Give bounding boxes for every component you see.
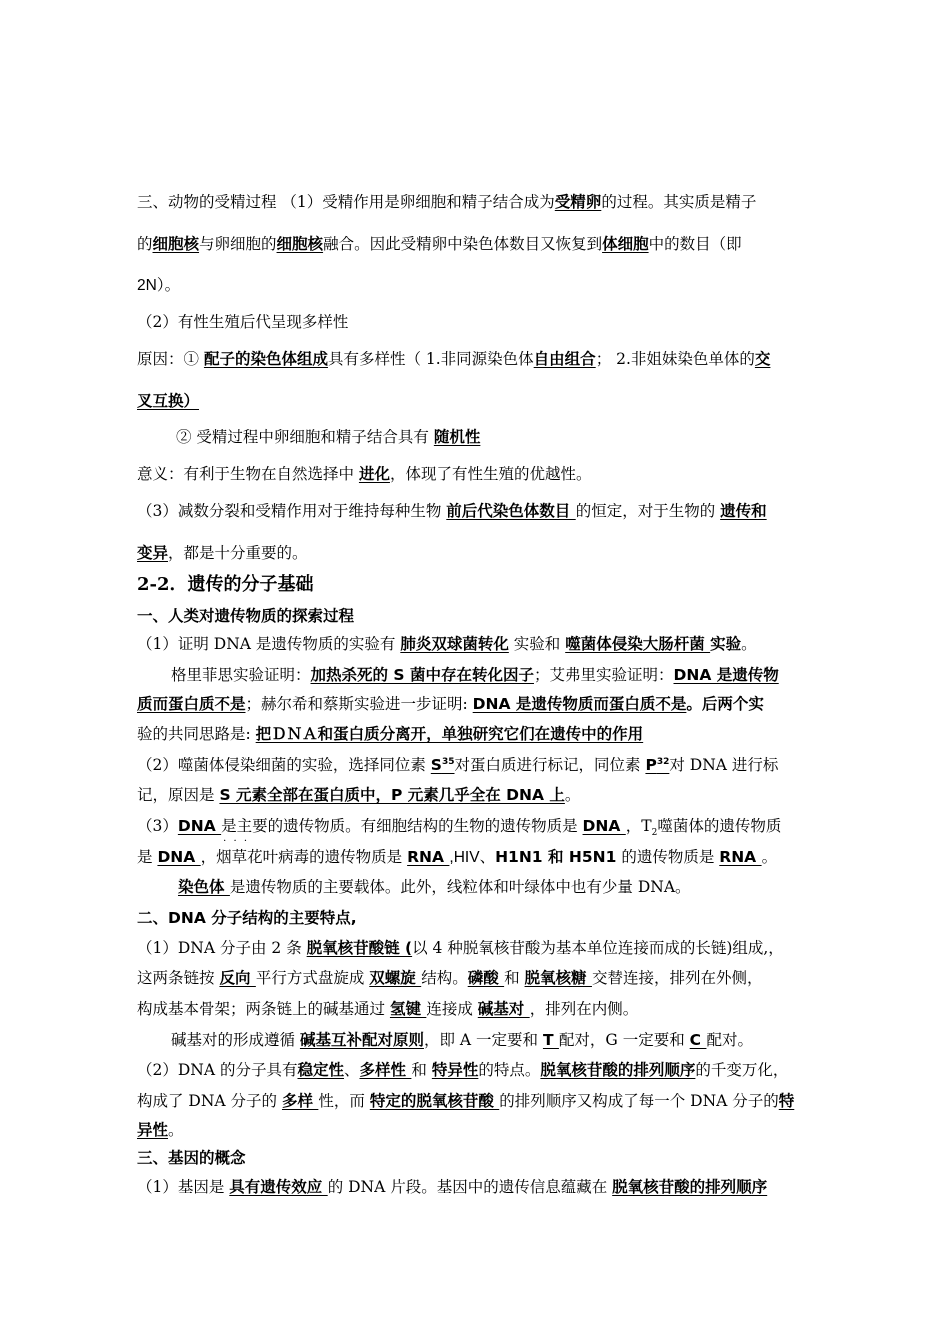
text: ② 受精过程中卵细胞和精子结合具有: [176, 428, 434, 446]
blank-answer: 多样: [281, 1092, 319, 1110]
blank-answer: 特: [778, 1092, 795, 1110]
blank-answer: 进化: [358, 465, 390, 483]
text: 对蛋白质进行标记，同位素: [454, 756, 646, 774]
section-title: 2-2．遗传的分子基础: [137, 574, 314, 595]
text: 的过程。其实质是精子: [601, 193, 757, 211]
text: 配对。: [706, 1031, 753, 1049]
text: 构成基本骨架；两条链上的碱基通过: [137, 1000, 390, 1018]
blank-answer: 特异性: [431, 1061, 479, 1079]
paragraph-phage-1: [137, 754, 827, 776]
text: 意义：有利于生物在自然选择中: [137, 465, 359, 483]
text: ；艾弗里实验证明：: [533, 666, 674, 684]
blank-answer: 磷酸: [467, 969, 505, 987]
blank-answer: 肺炎双球菌转化: [400, 635, 509, 653]
text: 是: [137, 848, 158, 866]
paragraph-main-material-2: [137, 846, 827, 869]
isotope-symbol: S: [430, 756, 442, 774]
text: 平行方式盘旋成: [255, 969, 370, 987]
subsection-title: 一、人类对遗传物质的探索过程: [137, 607, 355, 625]
text: 构成了 DNA 分子的: [137, 1092, 282, 1110]
blank-answer: RNA: [407, 848, 450, 866]
paragraph-meiosis-1: [137, 500, 827, 522]
text: 。: [741, 635, 757, 653]
text: （1）基因是: [137, 1178, 230, 1196]
paragraph-reason-2: [137, 390, 827, 412]
text: ，体现了有性生殖的优越性。: [389, 465, 592, 483]
text: ,HIV、: [449, 849, 496, 866]
text: 噬菌体的遗传物质: [657, 817, 782, 835]
text: 格里菲思实验证明：: [171, 666, 311, 684]
blank-answer: 双螺旋: [369, 969, 422, 987]
subscript: 2: [651, 828, 658, 839]
text: ，烟草花叶病毒的遗传物质是: [200, 848, 408, 866]
blank-answer: 染色体: [178, 878, 230, 896]
paragraph-exp-3: [137, 693, 827, 715]
text: 原因：①: [137, 350, 204, 368]
text: 的遗传物质是: [616, 848, 720, 866]
blank-answer: [431, 756, 455, 774]
subheading-exploration: [137, 605, 827, 627]
blank-answer: 细胞核: [152, 235, 200, 253]
paragraph-meiosis-2: [137, 542, 827, 564]
text: 性，而: [318, 1092, 370, 1110]
text: 记，原因是: [137, 786, 220, 804]
text: ； 2.非姐妹染色单体的: [595, 350, 755, 368]
blank-answer: 遗传和: [720, 502, 767, 520]
text: 的排列顺序又构成了每一个 DNA 分子的: [499, 1092, 779, 1110]
blank-answer: 噬菌体侵染大肠杆菌: [565, 635, 711, 653]
blank-answer: 细胞核: [276, 235, 324, 253]
blank-answer: 碱基对: [477, 1000, 530, 1018]
text: 。: [564, 786, 581, 804]
text: （3）: [137, 817, 178, 835]
paragraph-properties-2: [137, 1090, 827, 1112]
paragraph-fertilization-3: [137, 274, 827, 297]
paragraph-properties-3: [137, 1119, 827, 1141]
blank-answer: T: [542, 1031, 559, 1049]
text: 和: [411, 1061, 432, 1079]
blank-answer: [645, 756, 669, 774]
text: 是遗传物质的主要载体。此外，线粒体和叶绿体中也有少量 DNA。: [229, 878, 691, 896]
text: 是主要的遗传物质。有细胞结构的生物的遗传物质是 · · ·: [221, 817, 582, 835]
subsection-title: 二、DNA 分子结构的主要特点,: [137, 909, 357, 927]
text: 碱基对的形成遵循: [171, 1031, 300, 1049]
paragraph-fertilization-2: [137, 233, 827, 255]
paragraph-exp-4: [137, 723, 827, 745]
text: （1）DNA 分子由 2 条: [137, 939, 307, 957]
paragraph-chromosome: [178, 876, 868, 898]
text: 与卵细胞的: [199, 235, 277, 253]
blank-answer: 把ＤＮＡ和蛋白质分离开，单独研究它们在遗传中的作用: [255, 725, 644, 743]
text: 三、动物的受精过程 （1）受精作用是卵细胞和精子结合成为: [137, 193, 555, 211]
text: 的恒定，对于生物的: [575, 502, 721, 520]
paragraph-reason-random: [176, 426, 866, 448]
paragraph-fertilization-1: [137, 191, 827, 213]
text: （2）有性生殖后代呈现多样性: [137, 313, 349, 331]
text: 、: [344, 1061, 360, 1079]
text: 交替连接，排列在外侧，: [591, 969, 763, 987]
text: 这两条链按: [137, 969, 220, 987]
subheading-dna-structure: [137, 907, 827, 929]
text: 2N）。: [137, 277, 181, 294]
text: ，排列在内侧。: [529, 1000, 639, 1018]
blank-answer: DNA: [582, 817, 626, 835]
isotope-symbol: P: [645, 756, 657, 774]
blank-answer: 交: [754, 350, 771, 368]
paragraph-exp-1: [137, 633, 827, 655]
blank-answer: 反向: [219, 969, 256, 987]
blank-answer: 随机性: [433, 428, 481, 446]
text: H1N1 和 H5N1: [495, 848, 617, 866]
blank-answer: 体细胞: [602, 235, 649, 253]
text: （1）证明 DNA 是遗传物质的实验有: [137, 635, 401, 653]
paragraph-diversity-title: [137, 311, 827, 333]
text: 结构。: [421, 969, 468, 987]
text: ，即 A 一定要和: [423, 1031, 543, 1049]
text: ，T: [625, 817, 652, 835]
blank-answer: RNA: [719, 848, 762, 866]
text: 和: [504, 969, 525, 987]
paragraph-exp-2: [171, 664, 861, 686]
blank-answer: 碱基互补配对原则: [299, 1031, 424, 1049]
section-heading: [137, 574, 827, 596]
blank-answer: 多样性: [359, 1061, 412, 1079]
text: 实验: [710, 635, 742, 653]
text: 的特点。: [478, 1061, 541, 1079]
blank-answer: 稳定性: [297, 1061, 344, 1079]
blank-answer: 加热杀死的 S 菌中存在转化因子: [310, 666, 534, 684]
paragraph-structure-2: [137, 967, 827, 989]
blank-answer: 配子的染色体组成: [203, 350, 328, 368]
blank-answer: 受精卵: [554, 193, 602, 211]
blank-answer: 氢键: [389, 1000, 427, 1018]
text: 。: [761, 848, 778, 866]
blank-answer: 特定的脱氧核苷酸: [369, 1092, 500, 1110]
text: （3）减数分裂和受精作用对于维持每种生物: [137, 502, 447, 520]
text: 中的数目（即: [648, 235, 742, 253]
text: 对 DNA 进行标: [669, 756, 779, 774]
subsection-title: 三、基因的概念: [137, 1149, 246, 1167]
text: 融合。因此受精卵中染色体数目又恢复到: [323, 235, 603, 253]
paragraph-meaning: [137, 463, 827, 485]
blank-answer: DNA: [157, 848, 201, 866]
text: 的千变万化，: [695, 1061, 789, 1079]
blank-answer: 脱氧核苷酸链 (: [306, 939, 413, 957]
text: 连接成: [426, 1000, 478, 1018]
blank-answer: 变异: [137, 544, 169, 562]
text: 配对，G 一定要和: [558, 1031, 690, 1049]
paragraph-reason-1: [137, 348, 827, 370]
blank-answer: 脱氧核苷酸的排列顺序: [612, 1178, 768, 1196]
text: 。: [168, 1121, 184, 1139]
text: 以 4 种脱氧核苷酸为基本单位连接而成的长链)组成,，: [412, 939, 784, 957]
blank-answer: 脱氧核苷酸的排列顺序: [540, 1061, 696, 1079]
isotope-mass: 32: [656, 756, 670, 767]
blank-answer: S 元素全部在蛋白质中，P 元素几乎全在 DNA 上: [219, 786, 565, 804]
blank-answer: 叉互换）: [137, 392, 200, 410]
blank-answer: 脱氧核糖: [524, 969, 592, 987]
text: （2）DNA 的分子具有: [137, 1061, 298, 1079]
blank-answer: DNA 是遗传物质而蛋白质不是: [472, 695, 687, 713]
text: 的 DNA 片段。基因中的遗传信息蕴藏在: [327, 1178, 613, 1196]
paragraph-structure-1: [137, 937, 827, 959]
blank-answer: 自由组合: [533, 350, 596, 368]
text: 验的共同思路是:: [137, 725, 256, 743]
blank-answer: 具有遗传效应: [229, 1178, 328, 1196]
text: 的: [137, 235, 153, 253]
paragraph-main-material-1: [137, 815, 827, 837]
subheading-gene: [137, 1147, 827, 1169]
blank-answer: 质而蛋白质不是: [137, 695, 246, 713]
paragraph-gene-1: [137, 1176, 827, 1198]
blank-answer: 异性: [137, 1121, 169, 1139]
text: 实验和: [508, 635, 566, 653]
text: ；赫尔希和蔡斯实验进一步证明:: [245, 695, 473, 713]
blank-answer: 前后代染色体数目: [446, 502, 576, 520]
paragraph-structure-3: [137, 998, 827, 1020]
paragraph-phage-2: [137, 784, 827, 806]
blank-answer: C: [689, 1031, 707, 1049]
isotope-mass: 35: [441, 756, 455, 767]
paragraph-base-pairing: [171, 1029, 861, 1051]
blank-answer: DNA 是遗传物: [673, 666, 779, 684]
blank-answer: DNA: [177, 817, 222, 835]
text: （2）噬菌体侵染细菌的实验，选择同位素: [137, 756, 431, 774]
text: 。后两个实: [686, 695, 764, 713]
paragraph-properties-1: [137, 1059, 827, 1081]
text: ，都是十分重要的。: [168, 544, 308, 562]
text: 具有多样性（ 1.非同源染色体: [327, 350, 534, 368]
